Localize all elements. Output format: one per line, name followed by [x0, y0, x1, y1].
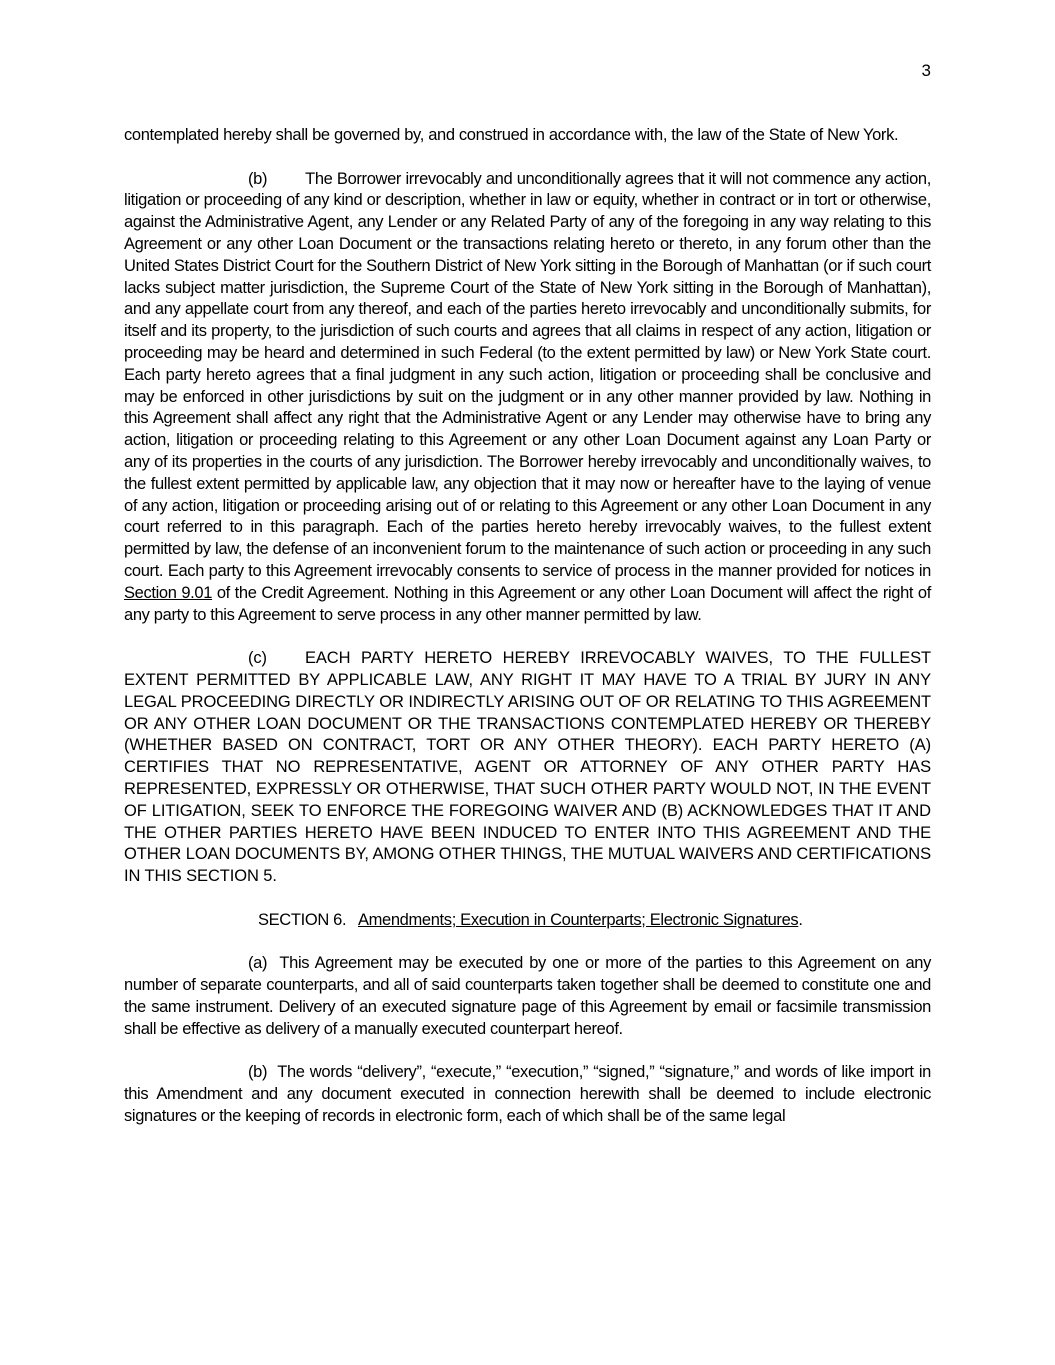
- section-title: Amendments; Execution in Counterparts; Electronic Signatures: [357, 910, 799, 929]
- page-number: 3: [921, 61, 931, 80]
- paragraph-text: contemplated hereby shall be governed by, and construed in accordance with, the law of the State of New York.: [124, 126, 899, 144]
- section-number: SECTION 6.: [258, 910, 347, 929]
- paragraph-text: The words “delivery”, “execute,” “execution,” “signed,” “signature,” and words of like import in this Amendment and any document executed in connection herewith shall be deemed to include electronic signatures or the keeping of records in electronic form, each of which shall be of the same legal: [124, 1063, 931, 1125]
- paragraph-b-electronic-signatures: [124, 1062, 931, 1127]
- paragraph-text: EACH PARTY HERETO HEREBY IRREVOCABLY WAIVES, TO THE FULLEST EXTENT PERMITTED BY APPLICABLE LAW, ANY RIGHT IT MAY HAVE TO A TRIAL BY JURY IN ANY LEGAL PROCEEDING DIRECTLY OR INDIRECTLY ARISING OUT OF OR RELATING TO THIS AGREEMENT OR ANY OTHER LOAN DOCUMENT OR THE TRANSACTIONS CONTEMPLATED HEREBY OR THEREBY (WHETHER BASED ON CONTRACT, TORT OR ANY OTHER THEORY). EACH PARTY HERETO (A) CERTIFIES THAT NO REPRESENTATIVE, AGENT OR ATTORNEY OF ANY OTHER PARTY HAS REPRESENTED, EXPRESSLY OR OTHERWISE, THAT SUCH OTHER PARTY WOULD NOT, IN THE EVENT OF LITIGATION, SEEK TO ENFORCE THE FOREGOING WAIVER AND (B) ACKNOWLEDGES THAT IT AND THE OTHER PARTIES HERETO HAVE BEEN INDUCED TO ENTER INTO THIS AGREEMENT AND THE OTHER LOAN DOCUMENTS BY, AMONG OTHER THINGS, THE MUTUAL WAIVERS AND CERTIFICATIONS IN THIS SECTION 5.: [124, 649, 931, 886]
- clause-label: (c): [248, 649, 267, 668]
- section-6-heading: [124, 910, 931, 932]
- paragraph-text-end: of the Credit Agreement. Nothing in this Agreement or any other Loan Document will affect the right of any party to this Agreement to serve process in any other manner permitted by law.: [124, 583, 931, 624]
- paragraph-governing-law-continuation: [124, 125, 931, 147]
- section-reference-link[interactable]: Section 9.01: [124, 583, 213, 602]
- section-title-period: .: [798, 910, 803, 929]
- paragraph-text: The Borrower irrevocably and unconditionally agrees that it will not commence any action, litigation or proceeding of any kind or description, whether in law or equity, whether in contract or in tort or otherwise, against the Administrative Agent, any Lender or any Related Party of any of the foregoing in any way relating to this Agreement or any other Loan Document or the transactions relating hereto or thereto, in any forum other than the United States District Court for the Southern District of New York sitting in the Borough of Manhattan (or if such court lacks subject matter jurisdiction, the Supreme Court of the State of New York sitting in the Borough of Manhattan), and any appellate court from any thereof, and each of the parties hereto irrevocably and unconditionally submits, for itself and its property, to the jurisdiction of such courts and agrees that all claims in respect of any action, litigation or proceeding may be heard and determined in such Federal (to the extent permitted by law) or New York State court. Each party hereto agrees that a final judgment in any such action, litigation or proceeding shall be conclusive and may be enforced in other jurisdictions by suit on the judgment or in any other manner provided by law. Nothing in this Agreement shall affect any right that the Administrative Agent or any Lender may otherwise have to bring any action, litigation or proceeding relating to this Agreement or any other Loan Document against any Loan Party or any of its properties in the courts of any jurisdiction. The Borrower hereby irrevocably and unconditionally waives, to the fullest extent permitted by applicable law, any objection that it may now or hereafter have to the laying of venue of any action, litigation or proceeding arising out of or relating to this Agreement or any other Loan Document in any court referred to in this paragraph. Each of the parties hereto hereby irrevocably waives, to the fullest extent permitted by law, the defense of an inconvenient forum to the maintenance of such action or proceeding in any such court. Each party to this Agreement irrevocably consents to service of process in the manner provided for notices in: [124, 169, 931, 580]
- paragraph-text: This Agreement may be executed by one or more of the parties to this Agreement on any number of separate counterparts, and all of said counterparts taken together shall be deemed to constitute one and the same instrument. Delivery of an executed signature page of this Agreement by email or facsimile transmission shall be effective as delivery of a manually executed counterpart hereof.: [124, 954, 932, 1038]
- clause-label: (b): [248, 169, 268, 188]
- paragraph-a-counterparts: [124, 953, 931, 1040]
- paragraph-c-jury-waiver: [124, 648, 931, 888]
- clause-label: (a): [248, 954, 268, 973]
- document-body: [124, 125, 931, 1149]
- paragraph-b-jurisdiction: [124, 169, 931, 627]
- clause-label: (b): [248, 1063, 268, 1082]
